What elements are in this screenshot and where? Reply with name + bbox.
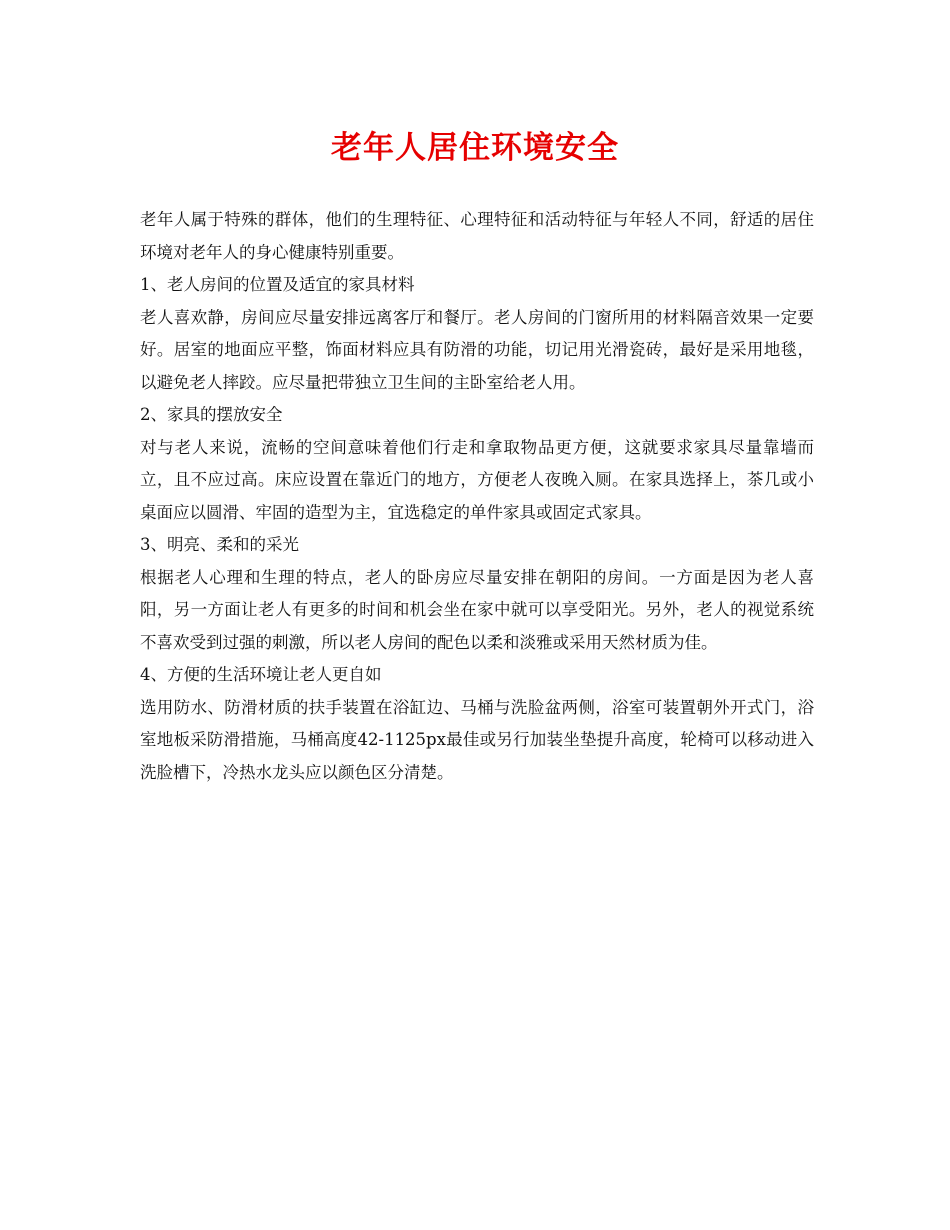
section-heading-2: 2、家具的摆放安全 [140, 405, 283, 424]
section-heading-3: 3、明亮、柔和的采光 [140, 535, 299, 554]
section-heading-4: 4、方便的生活环境让老人更自如 [140, 665, 382, 684]
section-heading-1: 1、老人房间的位置及适宜的家具材料 [140, 275, 415, 294]
section-body-2: 对与老人来说，流畅的空间意味着他们行走和拿取物品更方便，这就要求家具尽量靠墙而立，且不应过高。床应设置在靠近门的地方，方便老人夜晚入厕。在家具选择上，茶几或小桌面应以圆滑、牢固的造型为主，宜选稳定的单件家具或固定式家具。 [140, 437, 814, 522]
document-body [140, 204, 814, 789]
section-body-3: 根据老人心理和生理的特点，老人的卧房应尽量安排在朝阳的房间。一方面是因为老人喜阳，另一方面让老人有更多的时间和机会坐在家中就可以享受阳光。另外，老人的视觉系统不喜欢受到过强的刺激，所以老人房间的配色以柔和淡雅或采用天然材质为佳。 [140, 567, 814, 652]
section-body-1: 老人喜欢静，房间应尽量安排远离客厅和餐厅。老人房间的门窗所用的材料隔音效果一定要好。居室的地面应平整，饰面材料应具有防滑的功能，切记用光滑瓷砖，最好是采用地毯，以避免老人摔跤。应尽量把带独立卫生间的主卧室给老人用。 [140, 307, 814, 392]
intro-paragraph: 老年人属于特殊的群体，他们的生理特征、心理特征和活动特征与年轻人不同，舒适的居住环境对老年人的身心健康特别重要。 [140, 210, 814, 262]
section-body-4: 选用防水、防滑材质的扶手装置在浴缸边、马桶与洗脸盆两侧，浴室可装置朝外开式门，浴室地板采防滑措施，马桶高度42-1125px最佳或另行加装坐垫提升高度，轮椅可以移动进入洗脸槽下，冷热水龙头应以颜色区分清楚。 [140, 697, 814, 782]
document-title: 老年人居住环境安全 [331, 130, 619, 166]
